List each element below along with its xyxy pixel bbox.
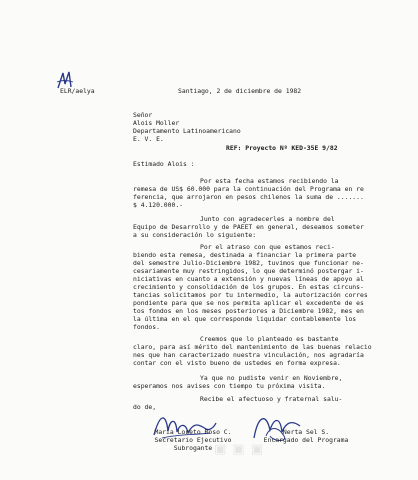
recipient-line: Señor (133, 111, 153, 119)
body-line: fondos. (133, 323, 160, 331)
body-line: Ya que no pudiste venir en Noviembre, (200, 374, 343, 382)
reference-line: REF: Proyecto Nº KED-35E 9/82 (226, 144, 338, 152)
body-line: la última en el que corresponde liquidar contablemente los (133, 315, 357, 323)
body-line: nes que han caracterizado nuestra vinculación, nos agradaría (133, 351, 364, 359)
body-line: crecimiento y consolidación de los grupos. En estas circuns- (133, 283, 364, 291)
recipient-line: Departamento Latinoamericano (133, 127, 241, 135)
recipient-address (133, 111, 241, 143)
body-line: niciativas en cuanto a extensión y nuevas líneas de apoyo al (133, 275, 364, 283)
body-line: biendo esta remesa, destinada a financiar la primera parte (133, 251, 357, 259)
body-line: ferencia, que arrojaron en pesos chilenos la suma de ....... (133, 193, 364, 201)
body-line: del semestre Julio-Diciembre 1982, tuvimos que funcionar ne- (133, 259, 364, 267)
body-paragraph (133, 374, 342, 390)
body-line: Recibe el afectuoso y fraternal salu- (200, 395, 343, 403)
faint-stamp-mark: ▣ ▣ ▣ (214, 442, 265, 457)
body-line: Por esta fecha estamos recibiendo la (200, 177, 339, 185)
signatory-name: Nerta Sel S. (282, 428, 330, 436)
salutation: Estimado Alois : (133, 160, 195, 168)
signatory-title: Secretario Ejecutivo (154, 436, 232, 444)
signatory-block (262, 428, 350, 444)
signatory-title: Encargado del Programa (263, 436, 349, 444)
body-line: esperamos nos avises con tiempo tu próxima visita. (133, 382, 326, 390)
letter-date: Santiago, 2 de diciembre de 1982 (178, 87, 302, 95)
recipient-line: Alois Moller (133, 119, 180, 127)
body-paragraph (133, 215, 364, 239)
body-line: Por el atraso con que estamos reci- (200, 243, 335, 251)
body-line: remesa de US$ 60.000 para la continuación del Programa en re (133, 185, 364, 193)
body-line: tos fondos en los meses posteriores a Diciembre 1982, mes en (133, 307, 364, 315)
body-line: pondiente para que se nos permita aplicar el excedente de es (133, 299, 364, 307)
body-line: Junto con agradecerles a nombre del (200, 215, 335, 223)
recipient-line: E. V. E. (133, 135, 164, 143)
body-line: Equipo de Desarrollo y de PAEET en general, deseamos someter (133, 223, 364, 231)
body-paragraph (133, 243, 368, 331)
body-line: do de, (133, 403, 157, 411)
body-line: tancias solicitamos por tu intermedio, la autorización corres (133, 291, 368, 299)
body-line: a su consideración lo siguiente: (133, 231, 257, 239)
body-line: Creemos que lo planteado es bastante (200, 335, 339, 343)
body-line: $ 4.120.000.- (133, 201, 184, 209)
reference-initials: ELR/aelya (60, 87, 95, 95)
body-paragraph (133, 177, 364, 209)
body-line: contar con el visto bueno de ustedes en forma expresa. (133, 359, 341, 367)
signatory-name: María Loreto Roso C. (154, 428, 232, 436)
signatory-block (152, 428, 234, 452)
body-line: claro, para así mérito del mantenimiento de las buenas relacio (133, 343, 372, 351)
body-line: cesariamente muy restringidos, lo que determinó postergar i- (133, 267, 364, 275)
body-paragraph (133, 335, 372, 367)
signatory-subtitle: Subrogante (173, 444, 213, 452)
